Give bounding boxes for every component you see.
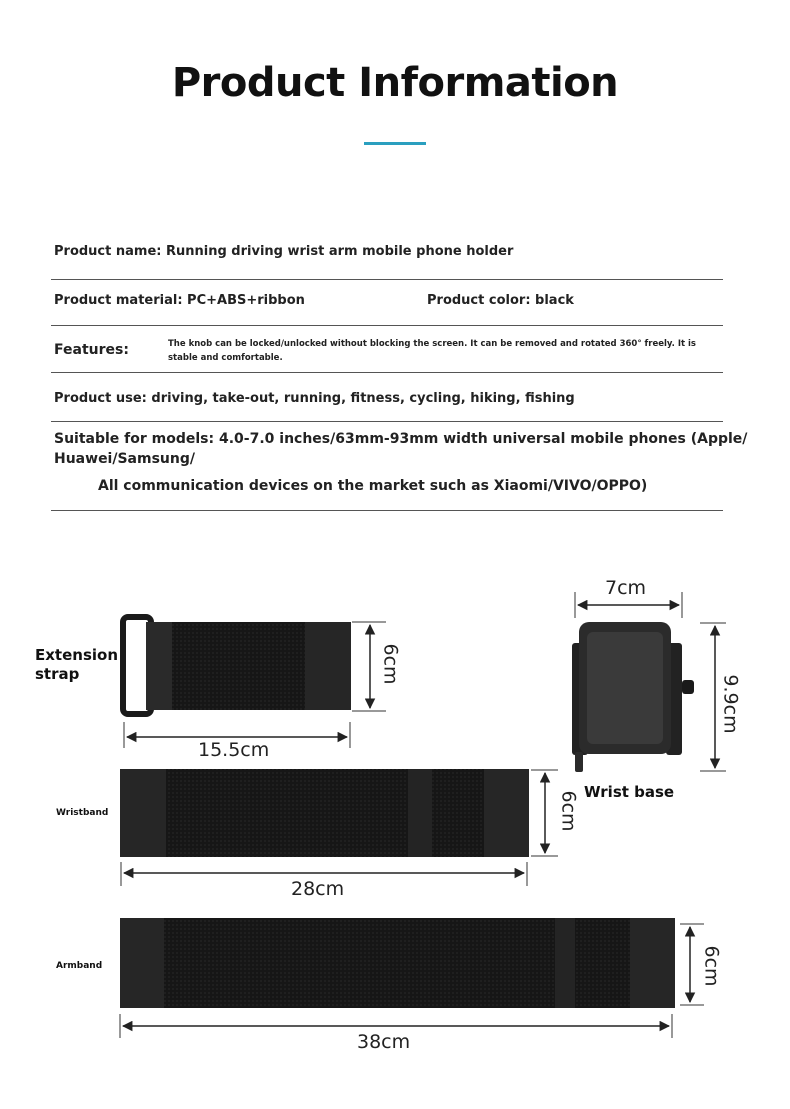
product-use: Product use: driving, take-out, running, fitness, cycling, hiking, fishing	[54, 391, 575, 406]
wristband-label: Wristband	[56, 808, 109, 818]
wrist-base-label: Wrist base	[584, 783, 675, 801]
extension-strap-label: Extension strap	[35, 646, 118, 683]
features-label: Features:	[54, 342, 129, 358]
product-material: Product material: PC+ABS+ribbon	[54, 293, 305, 308]
page-title: Product Information	[171, 60, 619, 106]
armband-length: 38cm	[357, 1031, 411, 1053]
features-text: The knob can be locked/unlocked without blocking the screen. It can be removed and rotated 360° freely. It is stable and comfortable.	[168, 339, 696, 363]
product-color: Product color: black	[427, 293, 574, 308]
product-name: Product name: Running driving wrist arm mobile phone holder	[54, 244, 514, 259]
wrist-base-width: 7cm	[605, 577, 647, 599]
wrist-base-image	[572, 622, 694, 772]
suitable-models-line1: Suitable for models: 4.0-7.0 inches/63mm-93mm width universal mobile phones (Apple/	[54, 431, 748, 447]
extension-strap-width: 6cm	[379, 643, 402, 685]
armband-label: Armband	[56, 961, 103, 971]
wristband-width: 6cm	[557, 790, 580, 832]
suitable-models-line2: Huawei/Samsung/	[54, 451, 195, 467]
armband-width: 6cm	[700, 945, 723, 987]
wrist-base-height: 9.9cm	[719, 674, 742, 734]
armband-image	[120, 918, 675, 1008]
extension-strap-length: 15.5cm	[198, 739, 270, 761]
wristband-image	[120, 769, 529, 857]
extension-strap-image	[123, 617, 351, 714]
wristband-length: 28cm	[291, 878, 345, 900]
suitable-models-line3: All communication devices on the market such as Xiaomi/VIVO/OPPO)	[98, 478, 648, 494]
